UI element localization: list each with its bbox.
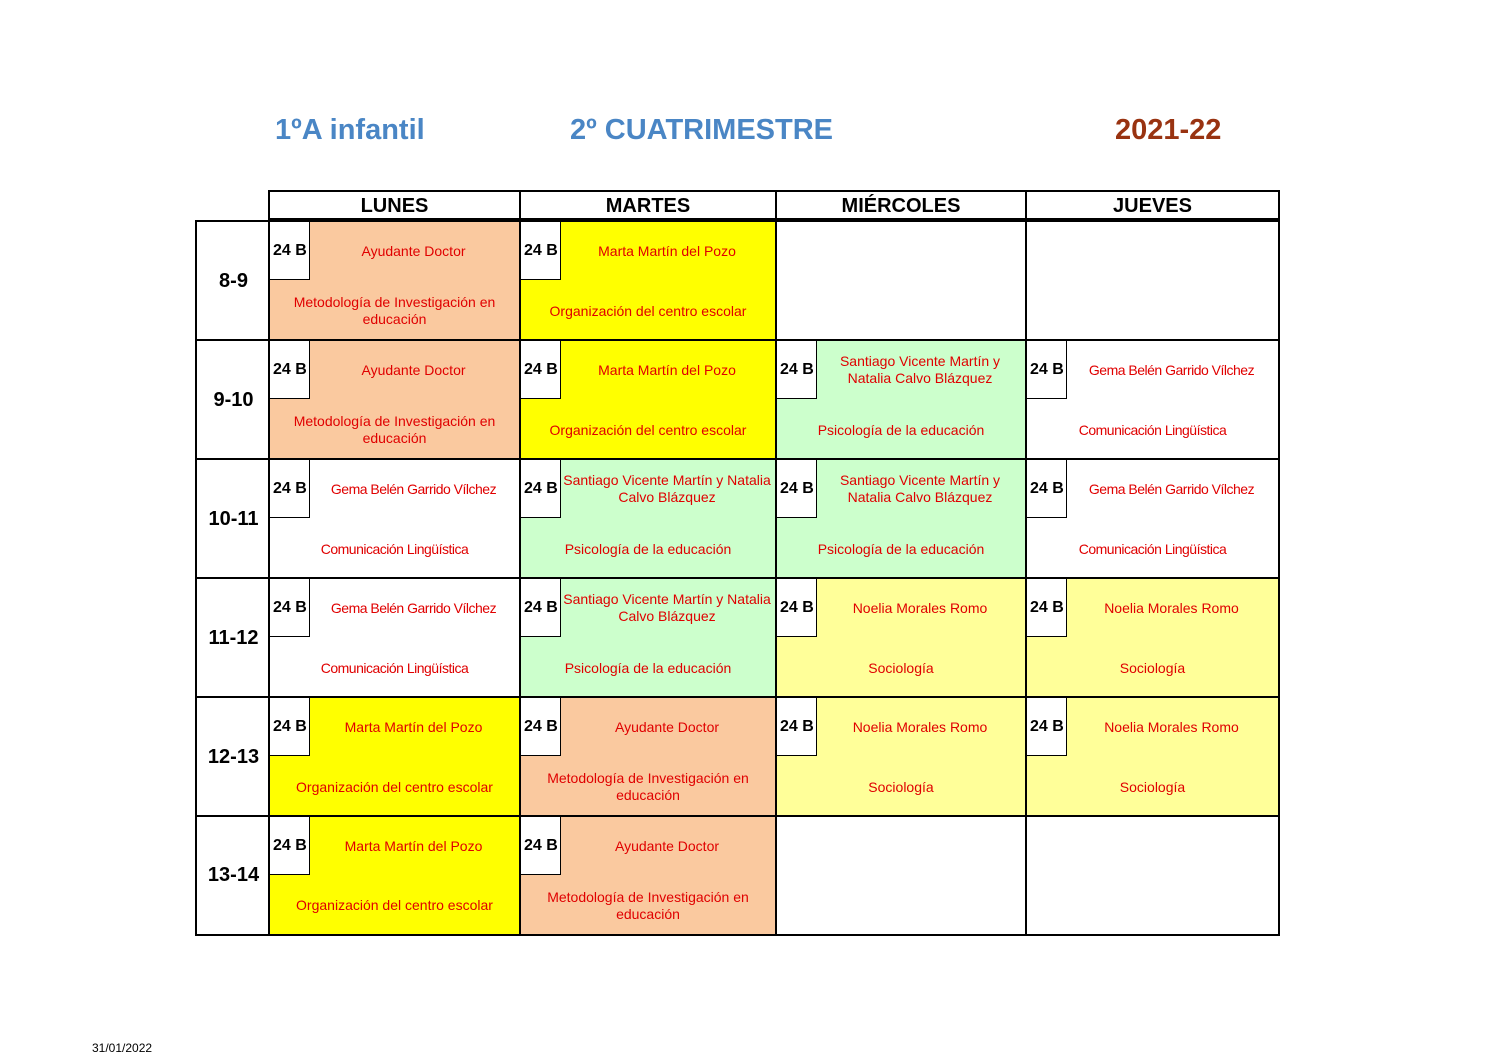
class-slot xyxy=(268,815,519,936)
subject-name: Metodología de Investigación en educación xyxy=(547,888,749,922)
class-slot xyxy=(775,696,1025,816)
teacher-name: Gema Belén Garrido Vílchez xyxy=(330,599,497,616)
room-label: 24 B xyxy=(270,579,310,637)
class-slot xyxy=(1025,458,1280,578)
day-header-jueves: JUEVES xyxy=(1025,190,1280,220)
class-slot xyxy=(775,458,1025,578)
room-label: 24 B xyxy=(521,460,561,518)
empty-slot xyxy=(1025,220,1280,340)
day-header-lunes: LUNES xyxy=(268,190,519,220)
room-label: 24 B xyxy=(270,341,310,399)
hour-label: 8-9 xyxy=(195,220,270,340)
subject-name: Organización del centro escolar xyxy=(296,778,493,795)
day-header-martes: MARTES xyxy=(519,190,775,220)
room-label: 24 B xyxy=(777,698,817,756)
teacher-name: Noelia Morales Romo xyxy=(1104,599,1239,616)
teacher-name: Marta Martín del Pozo xyxy=(598,361,736,378)
term-title: 2º CUATRIMESTRE xyxy=(570,114,834,146)
room-label: 24 B xyxy=(521,341,561,399)
teacher-name: Marta Martín del Pozo xyxy=(344,718,483,735)
subject-name: Sociología xyxy=(868,659,934,676)
room-label: 24 B xyxy=(521,817,561,875)
subject-name: Sociología xyxy=(1119,778,1186,795)
room-label: 24 B xyxy=(270,817,310,875)
class-slot xyxy=(268,220,519,340)
room-label: 24 B xyxy=(270,460,310,518)
class-slot xyxy=(268,339,519,459)
room-label: 24 B xyxy=(270,222,310,280)
room-label: 24 B xyxy=(1027,698,1067,756)
class-slot xyxy=(519,339,775,459)
teacher-name: Noelia Morales Romo xyxy=(852,599,988,616)
class-slot xyxy=(1025,339,1280,459)
room-label: 24 B xyxy=(1027,579,1067,637)
teacher-name: Gema Belén Garrido Vílchez xyxy=(1088,480,1255,497)
subject-name: Sociología xyxy=(1119,659,1186,676)
group-title: 1ºA infantil xyxy=(275,114,425,146)
teacher-name: Gema Belén Garrido Vílchez xyxy=(330,480,497,497)
print-date: 31/01/2022 xyxy=(92,1041,153,1055)
teacher-name: Santiago Vicente Martín y Natalia Calvo Blázquez xyxy=(563,591,771,624)
teacher-name: Ayudante Doctor xyxy=(361,242,466,259)
class-slot xyxy=(775,577,1025,697)
room-label: 24 B xyxy=(777,579,817,637)
hour-label: 12-13 xyxy=(195,696,270,816)
hour-label: 13-14 xyxy=(195,815,270,936)
empty-slot xyxy=(1025,815,1280,936)
teacher-name: Santiago Vicente Martín y Natalia Calvo Blázquez xyxy=(839,472,1001,505)
subject-name: Psicología de la educación xyxy=(817,540,985,557)
teacher-name: Ayudante Doctor xyxy=(614,718,720,735)
class-slot xyxy=(519,220,775,340)
subject-name: Organización del centro escolar xyxy=(549,421,747,438)
room-label: 24 B xyxy=(521,579,561,637)
subject-name: Psicología de la educación xyxy=(564,659,732,676)
room-label: 24 B xyxy=(521,698,561,756)
subject-name: Sociología xyxy=(868,778,934,795)
subject-name: Metodología de Investigación en educación xyxy=(547,770,749,803)
teacher-name: Gema Belén Garrido Vílchez xyxy=(1088,361,1255,378)
subject-name: Organización del centro escolar xyxy=(296,897,493,913)
subject-name: Psicología de la educación xyxy=(817,421,985,438)
hour-label: 9-10 xyxy=(195,339,270,459)
room-label: 24 B xyxy=(1027,460,1067,518)
class-slot xyxy=(268,696,519,816)
class-slot xyxy=(268,577,519,697)
class-slot xyxy=(775,339,1025,459)
hour-label: 10-11 xyxy=(195,458,270,578)
room-label: 24 B xyxy=(777,341,817,399)
empty-slot xyxy=(775,815,1025,936)
teacher-name: Marta Martín del Pozo xyxy=(598,242,736,259)
teacher-name: Ayudante Doctor xyxy=(361,361,466,378)
teacher-name: Marta Martín del Pozo xyxy=(344,837,483,854)
room-label: 24 B xyxy=(270,698,310,756)
room-label: 24 B xyxy=(521,222,561,280)
class-slot xyxy=(519,696,775,816)
subject-name: Organización del centro escolar xyxy=(549,302,747,319)
subject-name: Comunicación Lingüística xyxy=(1078,421,1227,438)
subject-name: Comunicación Lingüística xyxy=(1078,540,1227,557)
class-slot xyxy=(1025,577,1280,697)
class-slot xyxy=(268,458,519,578)
class-slot xyxy=(519,458,775,578)
day-header-miércoles: MIÉRCOLES xyxy=(775,190,1025,220)
year-title: 2021-22 xyxy=(1115,114,1222,146)
teacher-name: Noelia Morales Romo xyxy=(852,718,988,735)
class-slot xyxy=(519,815,775,936)
subject-name: Comunicación Lingüística xyxy=(320,659,469,676)
room-label: 24 B xyxy=(777,460,817,518)
subject-name: Metodología de Investigación en educación xyxy=(293,413,496,446)
teacher-name: Ayudante Doctor xyxy=(614,837,720,854)
teacher-name: Santiago Vicente Martín y Natalia Calvo Blázquez xyxy=(563,472,771,505)
class-slot xyxy=(519,577,775,697)
subject-name: Metodología de Investigación en educación xyxy=(293,294,496,327)
class-slot xyxy=(1025,696,1280,816)
teacher-name: Santiago Vicente Martín y Natalia Calvo Blázquez xyxy=(839,353,1001,386)
hour-label: 11-12 xyxy=(195,577,270,697)
room-label: 24 B xyxy=(1027,341,1067,399)
subject-name: Comunicación Lingüística xyxy=(320,540,469,557)
empty-slot xyxy=(775,220,1025,340)
teacher-name: Noelia Morales Romo xyxy=(1104,718,1239,735)
subject-name: Psicología de la educación xyxy=(564,540,732,557)
